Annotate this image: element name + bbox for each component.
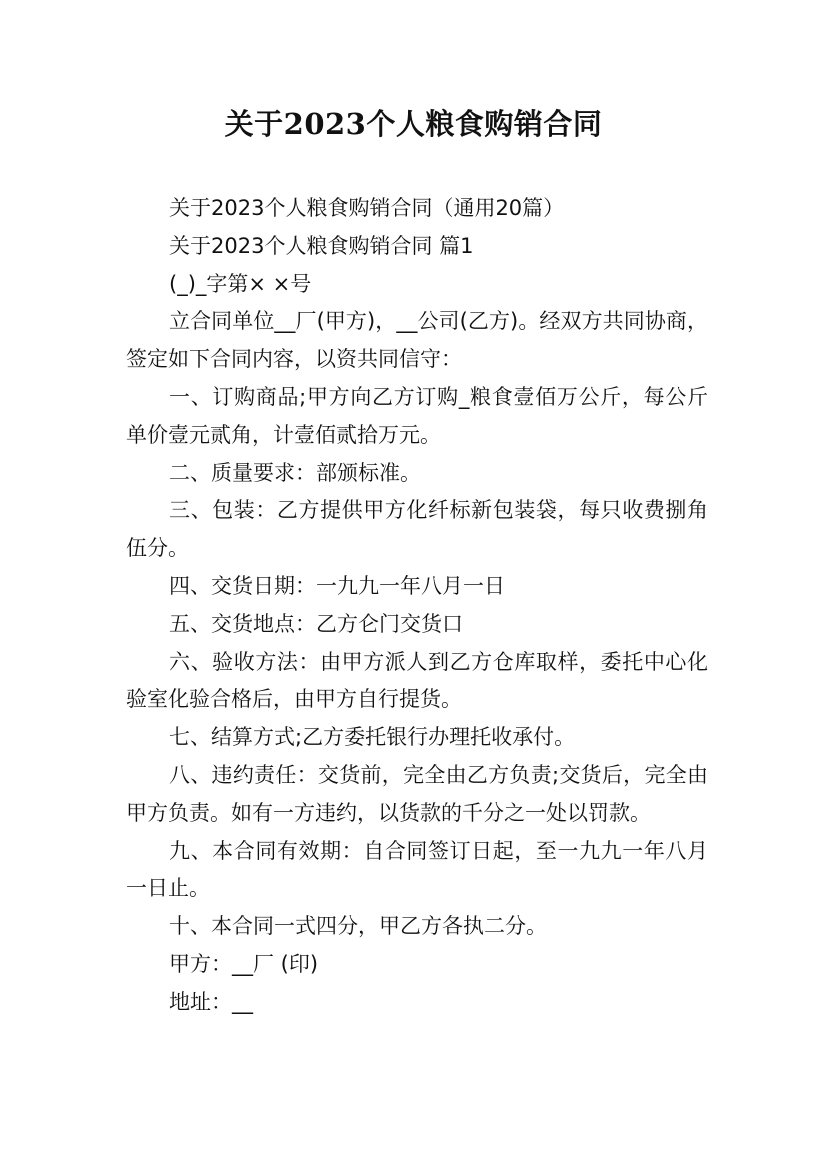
paragraph-clause-1: 一、订购商品;甲方向乙方订购_粮食壹佰万公斤，每公斤单价壹元贰角，计壹佰贰拾万元。 — [126, 384, 708, 447]
paragraph-clause-5: 五、交货地点：乙方仑门交货口 — [169, 611, 463, 636]
paragraph-clause-7: 七、结算方式;乙方委托银行办理托收承付。 — [169, 725, 576, 750]
paragraph-section-heading: 关于2023个人粮食购销合同 篇1 — [169, 233, 474, 258]
paragraph-clause-10: 十、本合同一式四分，甲乙方各执二分。 — [169, 914, 547, 939]
paragraph-subtitle: 关于2023个人粮食购销合同（通用20篇） — [169, 196, 565, 220]
paragraph-contract-number: (_)_字第× ×号 — [169, 271, 312, 296]
paragraph-clause-9: 九、本合同有效期：自合同签订日起，至一九九一年八月一日止。 — [126, 838, 708, 901]
paragraph-parties: 立合同单位__厂(甲方)，__公司(乙方)。经双方共同协商，签定如下合同内容，以资共同信守： — [126, 309, 708, 372]
paragraph-party-a: 甲方：__厂 (印) — [169, 951, 319, 976]
paragraph-clause-2: 二、质量要求：部颁标准。 — [169, 460, 421, 485]
paragraph-address: 地址：__ — [169, 989, 253, 1014]
paragraph-clause-6: 六、验收方法：由甲方派人到乙方仓库取样，委托中心化验室化验合格后，由甲方自行提货。 — [126, 649, 708, 712]
paragraph-clause-8: 八、违约责任：交货前，完全由乙方负责;交货后，完全由甲方负责。如有一方违约，以货款的千分之一处以罚款。 — [126, 762, 708, 825]
document-title: 关于2023个人粮食购销合同 — [224, 107, 603, 141]
paragraph-clause-3: 三、包装：乙方提供甲方化纤标新包装袋，每只收费捌角伍分。 — [126, 498, 708, 561]
document-body — [126, 190, 708, 1022]
paragraph-clause-4: 四、交货日期：一九九一年八月一日 — [169, 573, 505, 598]
